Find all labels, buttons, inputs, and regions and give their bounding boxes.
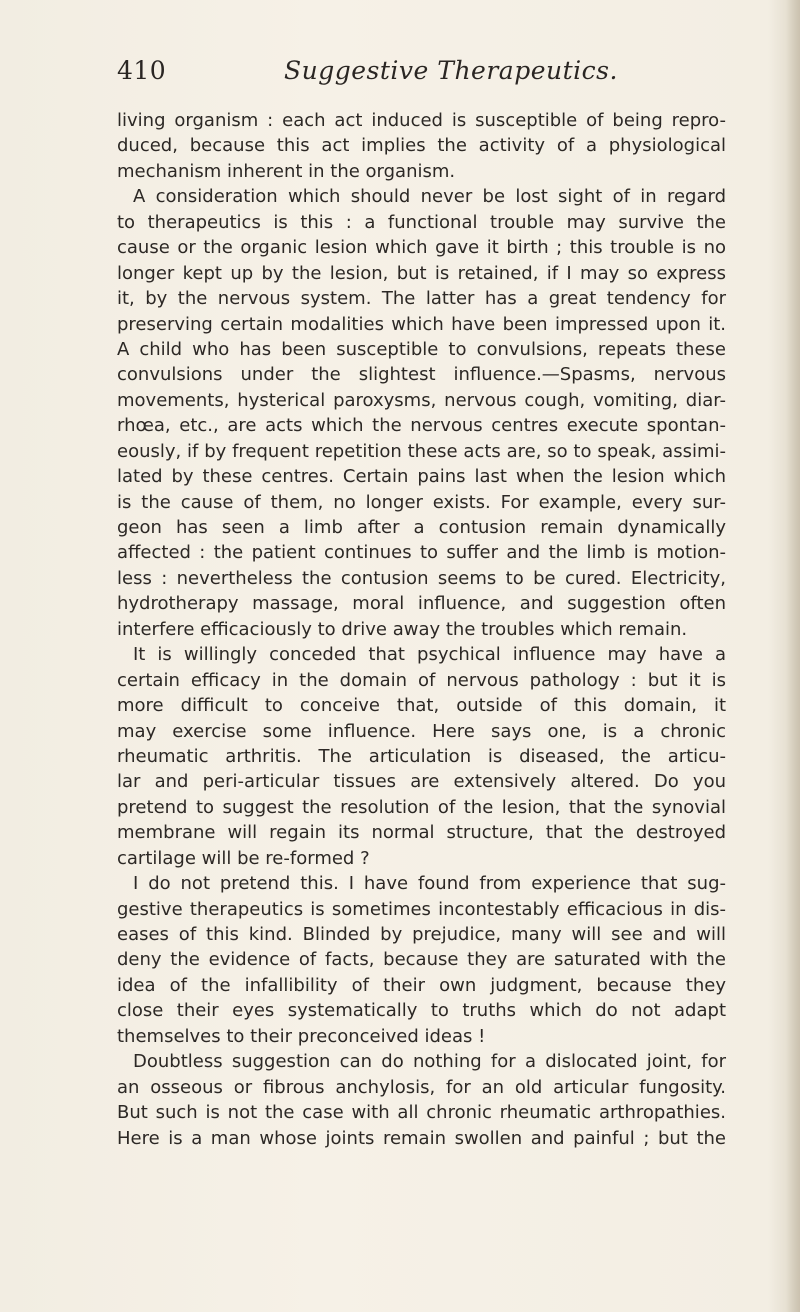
- text-line: It is willingly conceded that psychical influence may have a: [133, 644, 726, 666]
- text-line: is the cause of them, no longer exists. For example, every sur-: [117, 491, 726, 513]
- text-line: Here is a man whose joints remain swollen and painful ; but the: [117, 1127, 726, 1149]
- text-line: affected : the patient continues to suffer and the limb is motion-: [117, 542, 726, 564]
- page-header: [117, 56, 727, 92]
- text-line: living organism : each act induced is susceptible of being repro-: [117, 110, 726, 131]
- text-line: cartilage will be re-formed ?: [117, 847, 370, 869]
- text-line: Doubtless suggestion can do nothing for a dislocated joint, for: [133, 1051, 726, 1073]
- text-line: rhœa, etc., are acts which the nervous centres execute spontan-: [117, 415, 726, 437]
- text-line: geon has seen a limb after a contusion remain dynamically: [117, 517, 726, 538]
- text-line: hydrotherapy massage, moral influence, and suggestion often: [117, 593, 726, 615]
- text-line: may exercise some influence. Here says one, is a chronic: [117, 720, 726, 742]
- text-line: mechanism inherent in the organism.: [117, 160, 456, 182]
- text-line: cause or the organic lesion which gave it birth ; this trouble is no: [117, 237, 726, 259]
- text-line: A child who has been susceptible to convulsions, repeats these: [117, 338, 726, 360]
- text-line: duced, because this act implies the activity of a physiological: [117, 135, 726, 157]
- text-line: themselves to their preconceived ideas !: [117, 1025, 486, 1047]
- text-line: less : nevertheless the contusion seems to be cured. Electricity,: [117, 567, 726, 589]
- text-line: more difficult to conceive that, outside of this domain, it: [117, 695, 726, 717]
- page-number: 410: [117, 56, 167, 85]
- text-line: certain efficacy in the domain of nervous pathology : but it is: [117, 669, 726, 691]
- page-edge-shadow: [786, 0, 800, 1312]
- text-line: close their eyes systematically to truths which do not adapt: [117, 1000, 726, 1022]
- text-line: But such is not the case with all chronic rheumatic arthropathies.: [117, 1102, 726, 1124]
- text-line: lar and peri-articular tissues are extensively altered. Do you: [117, 771, 726, 793]
- text-line: I do not pretend this. I have found from experience that sug-: [133, 873, 726, 895]
- text-line: an osseous or fibrous anchylosis, for an old articular fungosity.: [117, 1076, 726, 1098]
- text-line: to therapeutics is this : a functional trouble may survive the: [117, 211, 726, 233]
- text-line: preserving certain modalities which have been impressed upon it.: [117, 313, 726, 335]
- text-line: A consideration which should never be lost sight of in regard: [133, 186, 726, 208]
- text-line: movements, hysterical paroxysms, nervous cough, vomiting, diar-: [117, 389, 726, 411]
- text-line: convulsions under the slightest influence.—Spasms, nervous: [117, 364, 726, 386]
- body-text: [117, 108, 726, 1151]
- text-line: eously, if by frequent repetition these acts are, so to speak, assimi-: [117, 440, 726, 462]
- text-line: gestive therapeutics is sometimes incontestably efficacious in dis-: [117, 898, 726, 920]
- text-line: longer kept up by the lesion, but is retained, if I may so express: [117, 262, 726, 284]
- text-line: idea of the infallibility of their own judgment, because they: [117, 974, 726, 996]
- text-line: deny the evidence of facts, because they are saturated with the: [117, 949, 726, 971]
- text-line: membrane will regain its normal structure, that the destroyed: [117, 822, 726, 844]
- text-line: rheumatic arthritis. The articulation is diseased, the articu-: [117, 745, 726, 767]
- text-line: pretend to suggest the resolution of the lesion, that the synovial: [117, 796, 726, 818]
- text-line: lated by these centres. Certain pains last when the lesion which: [117, 466, 726, 488]
- text-line: eases of this kind. Blinded by prejudice, many will see and will: [117, 924, 726, 945]
- running-title: Suggestive Therapeutics.: [284, 56, 618, 85]
- text-line: it, by the nervous system. The latter has a great tendency for: [117, 288, 726, 310]
- text-line: interfere efficaciously to drive away the troubles which remain.: [117, 618, 688, 640]
